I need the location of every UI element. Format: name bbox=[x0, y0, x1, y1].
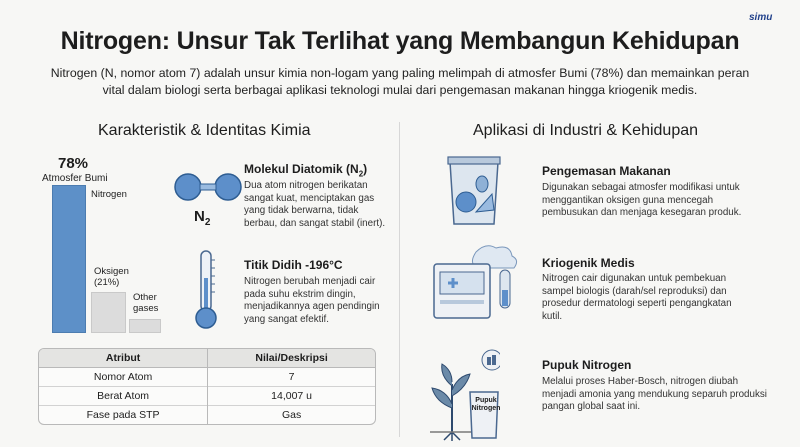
app-desc-cryogenic: Nitrogen cair digunakan untuk pembekuan sampel biologis (darah/sel reproduksi) dan prosedur dermatologi seperti pengangkatan kutil. bbox=[542, 273, 732, 322]
app-desc-fertilizer: Melalui proses Haber-Bosch, nitrogen diubah menjadi amonia yang mendukung separuh produksi pangan global saat ini. bbox=[542, 376, 767, 412]
fertilizer-bag-label: Pupuk Nitrogen bbox=[471, 397, 501, 412]
bar-label-oxygen: Oksigen (21%) bbox=[94, 266, 129, 288]
atmosphere-caption: Atmosfer Bumi bbox=[42, 173, 108, 184]
left-section-heading: Karakteristik & Identitas Kimia bbox=[98, 122, 311, 139]
cryo-tank-icon bbox=[428, 242, 524, 320]
app-title-cryogenic: Kriogenik Medis bbox=[542, 256, 635, 270]
table-header-cell: Nilai/Deskripsi bbox=[208, 349, 375, 368]
table-cell: Gas bbox=[208, 406, 375, 425]
table-cell: Nomor Atom bbox=[39, 368, 208, 387]
page-title: Nitrogen: Unsur Tak Terlihat yang Membangun Kehidupan bbox=[60, 27, 740, 55]
app-desc-packaging: Digunakan sebagai atmosfer modifikasi untuk menggantikan oksigen guna mencegah pembusukan dan menjaga kesegaran produk. bbox=[542, 182, 742, 218]
bar-label-nitrogen: Nitrogen bbox=[91, 189, 127, 200]
table-cell: 7 bbox=[208, 368, 375, 387]
table-row bbox=[39, 368, 375, 387]
fertilizer-plant-icon bbox=[430, 348, 500, 442]
nitrogen-percent: 78% bbox=[58, 155, 89, 172]
right-section-heading: Aplikasi di Industri & Kehidupan bbox=[473, 122, 699, 139]
bar-other-gases bbox=[129, 319, 161, 333]
table-row bbox=[39, 387, 375, 406]
bar-oxygen bbox=[91, 292, 126, 333]
table-header-cell: Atribut bbox=[39, 349, 208, 368]
bar-label-other: Other gases bbox=[133, 292, 159, 314]
food-package-icon bbox=[444, 154, 504, 228]
table-cell: Berat Atom bbox=[39, 387, 208, 406]
app-title-fertilizer: Pupuk Nitrogen bbox=[542, 358, 632, 372]
table-row bbox=[39, 406, 375, 425]
n2-symbol: $N_2$ bbox=[194, 208, 211, 228]
boiling-point-desc: Nitrogen berubah menjadi cair pada suhu ekstrim dingin, menjadikannya agen pendingin yang sangat efektif. bbox=[244, 276, 380, 325]
table-cell: Fase pada STP bbox=[39, 406, 208, 425]
diatomic-desc: Dua atom nitrogen berikatan sangat kuat, menciptakan gas yang tidak berwarna, tidak berbau, dan sangat stabil (inert). bbox=[244, 180, 386, 229]
app-title-packaging: Pengemasan Makanan bbox=[542, 164, 671, 178]
boiling-point-title: Titik Didih -196°C bbox=[244, 258, 343, 272]
intro-text: Nitrogen (N, nomor atom 7) adalah unsur kimia non-logam yang paling melimpah di atmosfer Bumi (78%) dan memainkan peran vital dalam biologi serta berbagai aplikasi teknologi mulai dari pengemasan makanan hingga kriogenik medis. bbox=[50, 66, 750, 97]
brand-logo: simu bbox=[749, 12, 773, 23]
table-header-row bbox=[39, 349, 375, 368]
bar-nitrogen bbox=[52, 185, 86, 333]
thermometer-icon bbox=[193, 248, 219, 332]
table-cell: 14,007 u bbox=[208, 387, 375, 406]
attribute-table bbox=[38, 348, 376, 425]
diatomic-title: Molekul Diatomik $(N_2)$ bbox=[244, 162, 368, 179]
column-divider bbox=[399, 122, 400, 437]
